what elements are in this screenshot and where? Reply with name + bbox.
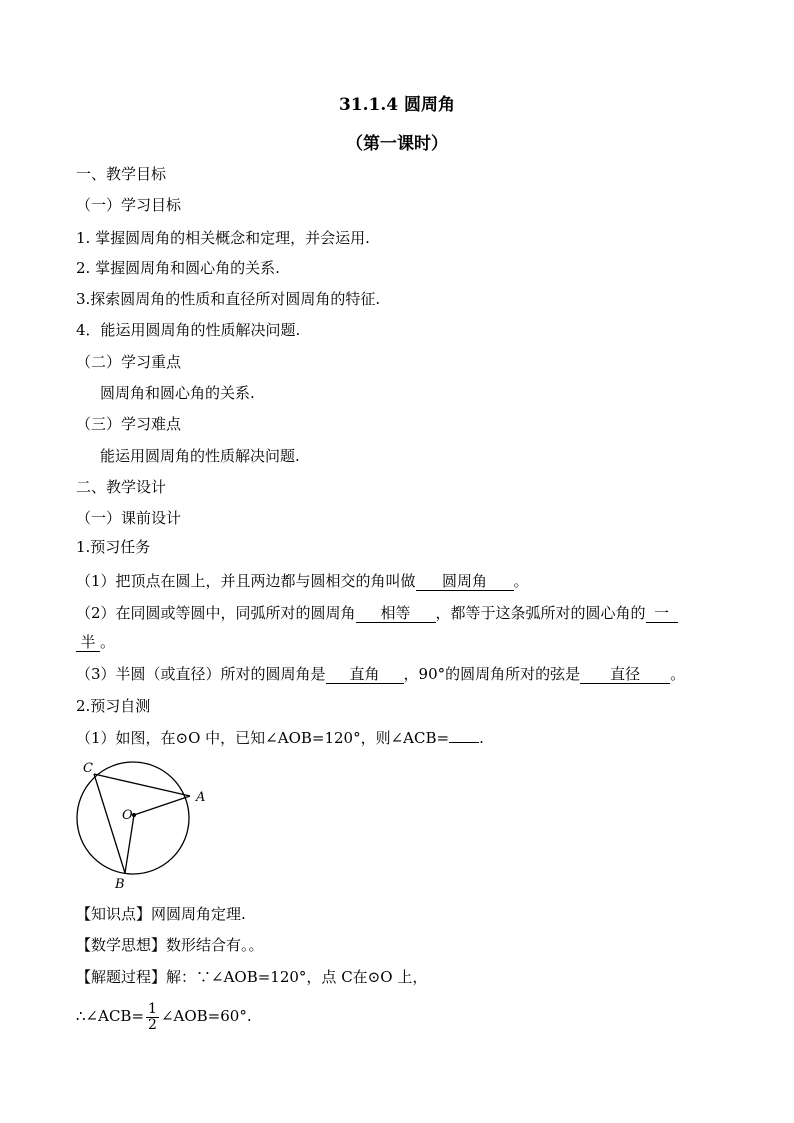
subsection-focus: （二）学习重点 [76, 353, 182, 371]
question-3-text: ，90°的圆周角所对的弦是 [403, 665, 581, 683]
fraction-denominator: 2 [148, 1016, 157, 1033]
question-2 [76, 603, 678, 623]
radius-ob [125, 815, 134, 873]
tag: 【解题过程】 [76, 968, 167, 986]
subsection-pre-class: （一）课前设计 [76, 509, 182, 527]
page-title: 31.1.4 圆周角 [338, 95, 456, 115]
tag: 【数学思想】 [76, 936, 167, 954]
label-b: B [115, 877, 125, 892]
process-text: 解：∵∠AOB=120°，点 C在⊙O 上， [166, 968, 428, 986]
punctuation: 。 [670, 665, 686, 683]
radius-oa [134, 796, 190, 815]
conclusion-pre: ∴∠ACB= [76, 1007, 145, 1025]
question-3-text: （3）半圆（或直径）所对的圆周角是 [76, 665, 326, 683]
goal-item: 1. 掌握圆周角的相关概念和定理，并会运用. [76, 229, 370, 247]
answer-blank: 半 [76, 634, 100, 652]
punctuation: 。 [100, 633, 116, 651]
punctuation: 。 [513, 572, 529, 590]
label-c: C [83, 761, 93, 776]
exercise-1 [76, 728, 484, 748]
question-3 [76, 664, 685, 684]
preview-task-heading: 1.预习任务 [76, 538, 151, 556]
label-o: O [122, 808, 133, 823]
knowledge-point [76, 904, 246, 924]
section-teaching-design: 二、教学设计 [76, 478, 167, 496]
subsection-learning-goals: （一）学习目标 [76, 196, 182, 214]
math-thought [76, 935, 264, 955]
solution-conclusion [76, 998, 252, 1034]
tag: 【知识点】 [76, 905, 152, 923]
question-2-text: ，都等于这条弧所对的圆心角的 [435, 604, 646, 622]
question-1-text: （1）把顶点在圆上，并且两边都与圆相交的角叫做 [76, 572, 416, 590]
circle-figure [70, 755, 210, 895]
conclusion-post: ∠AOB=60°. [160, 1007, 252, 1025]
question-2-text: （2）在同圆或等圆中，同弧所对的圆周角 [76, 604, 356, 622]
exercise-1-text: （1）如图，在⊙O 中，已知∠AOB=120°，则∠ACB= [76, 729, 450, 747]
fraction-numerator: 1 [148, 1000, 157, 1017]
goal-item: 4．能运用圆周角的性质解决问题. [76, 321, 301, 339]
answer-blank: 相等 [356, 605, 436, 623]
answer-blank: 圆周角 [416, 573, 514, 591]
answer-blank: 直角 [326, 666, 404, 684]
goal-item: 2. 掌握圆周角和圆心角的关系. [76, 259, 280, 277]
answer-blank: 一 [646, 605, 678, 623]
subsection-difficulty: （三）学习难点 [76, 415, 182, 433]
punctuation: . [479, 729, 484, 747]
knowledge-text: 网圆周角定理. [151, 905, 246, 923]
focus-text: 圆周角和圆心角的关系. [100, 384, 255, 402]
goal-item: 3.探索圆周角的性质和直径所对圆周角的特征. [76, 290, 381, 308]
self-test-heading: 2.预习自测 [76, 697, 151, 715]
label-a: A [196, 790, 206, 805]
fraction [146, 1002, 159, 1033]
page-subtitle: （第一课时） [346, 134, 448, 154]
answer-blank: 直径 [580, 666, 670, 684]
section-teaching-goals: 一、教学目标 [76, 165, 167, 183]
thought-text: 数形结合有。。 [166, 936, 264, 954]
answer-blank [449, 742, 479, 743]
question-2-cont [76, 632, 115, 652]
solution-process [76, 967, 427, 987]
question-1 [76, 571, 529, 591]
difficulty-text: 能运用圆周角的性质解决问题. [100, 447, 300, 465]
chord-ca [94, 774, 190, 796]
chord-cb [94, 774, 125, 873]
